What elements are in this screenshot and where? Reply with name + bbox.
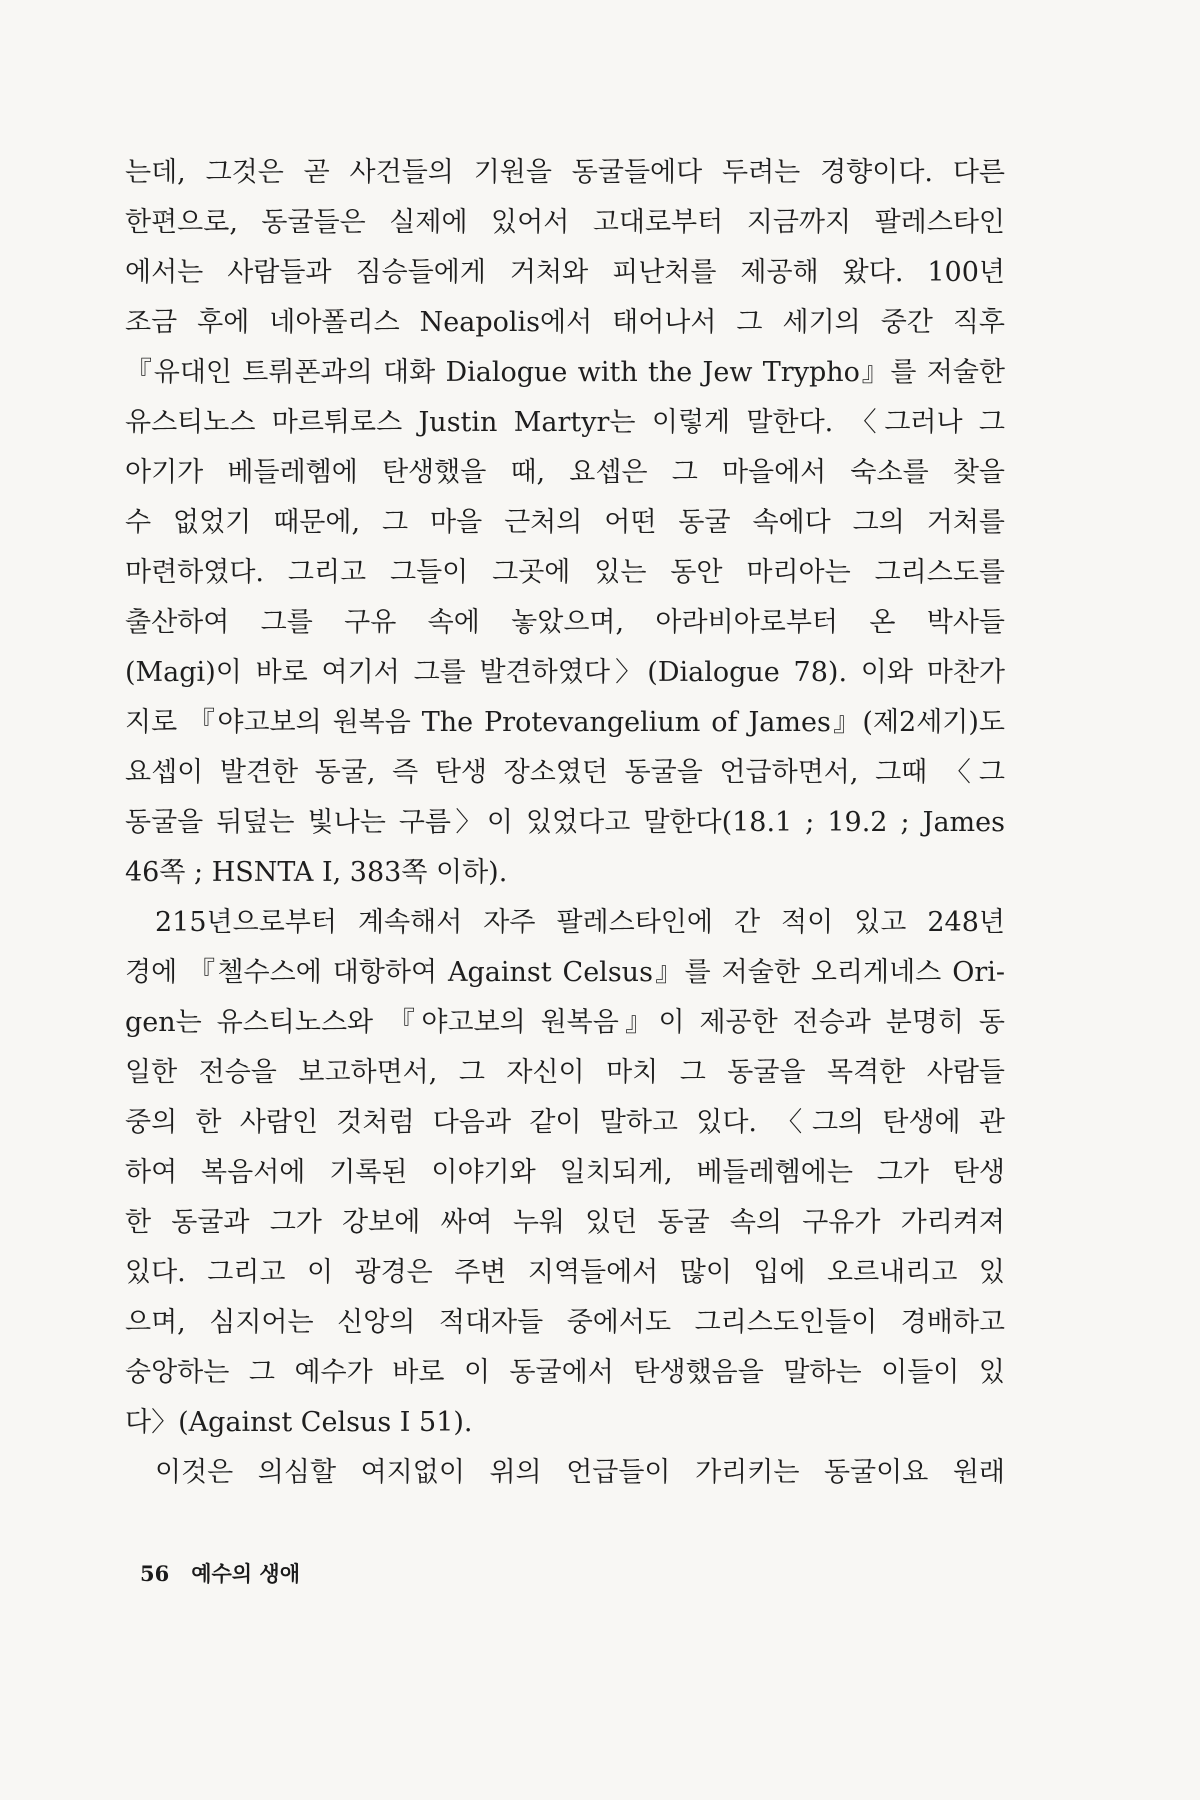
- text-line: 출산하여 그를 구유 속에 놓았으며, 아라비아로부터 온 박사들: [125, 607, 1005, 638]
- text-line: 유스티노스 마르튀로스 Justin Martyr는 이렇게 말한다. 〈그러나 그: [125, 407, 1005, 438]
- text-line: 아기가 베들레헴에 탄생했을 때, 요셉은 그 마을에서 숙소를 찾을: [125, 457, 1005, 488]
- text-line: 마련하였다. 그리고 그들이 그곳에 있는 동안 마리아는 그리스도를: [125, 557, 1005, 588]
- text-line: 일한 전승을 보고하면서, 그 자신이 마치 그 동굴을 목격한 사람들: [125, 1057, 1005, 1088]
- text-line: 46쪽 ; HSNTA I, 383쪽 이하).: [125, 857, 508, 888]
- text-line: 수 없었기 때문에, 그 마을 근처의 어떤 동굴 속에다 그의 거처를: [125, 507, 1005, 538]
- running-title: 예수의 생애: [191, 1561, 300, 1586]
- text-line: 지로 『야고보의 원복음 The Protevangelium of James』(제2세기)도: [125, 707, 1005, 738]
- text-line: 한편으로, 동굴들은 실제에 있어서 고대로부터 지금까지 팔레스타인: [125, 207, 1005, 238]
- page-footer: [140, 1558, 300, 1588]
- text-line: 이것은 의심할 여지없이 위의 언급들이 가리키는 동굴이요 원래: [155, 1457, 1005, 1488]
- text-line: 한 동굴과 그가 강보에 싸여 누워 있던 동굴 속의 구유가 가리켜져: [125, 1207, 1005, 1238]
- text-line: 215년으로부터 계속해서 자주 팔레스타인에 간 적이 있고 248년: [155, 907, 1005, 938]
- text-line: 다〉(Against Celsus I 51).: [125, 1407, 473, 1438]
- text-line: 조금 후에 네아폴리스 Neapolis에서 태어나서 그 세기의 중간 직후: [125, 307, 1005, 338]
- text-line: 동굴을 뒤덮는 빛나는 구름〉이 있었다고 말한다(18.1 ; 19.2 ; James: [125, 807, 1005, 838]
- page-number: 56: [140, 1561, 170, 1586]
- text-line: 에서는 사람들과 짐승들에게 거처와 피난처를 제공해 왔다. 100년: [125, 257, 1005, 288]
- text-line: (Magi)이 바로 여기서 그를 발견하였다〉(Dialogue 78). 이와 마찬가: [125, 657, 1005, 688]
- text-line: 숭앙하는 그 예수가 바로 이 동굴에서 탄생했음을 말하는 이들이 있: [125, 1357, 1005, 1388]
- text-line: 는데, 그것은 곧 사건들의 기원을 동굴들에다 두려는 경향이다. 다른: [125, 157, 1005, 188]
- text-line: gen는 유스티노스와 『야고보의 원복음』이 제공한 전승과 분명히 동: [125, 1007, 1005, 1038]
- text-line: 『유대인 트뤼폰과의 대화 Dialogue with the Jew Trypho』를 저술한: [125, 357, 1005, 388]
- text-line: 하여 복음서에 기록된 이야기와 일치되게, 베들레헴에는 그가 탄생: [125, 1157, 1005, 1188]
- text-line: 중의 한 사람인 것처럼 다음과 같이 말하고 있다. 〈그의 탄생에 관: [125, 1107, 1005, 1138]
- text-line: 으며, 심지어는 신앙의 적대자들 중에서도 그리스도인들이 경배하고: [125, 1307, 1005, 1338]
- text-line: 있다. 그리고 이 광경은 주변 지역들에서 많이 입에 오르내리고 있: [125, 1257, 1005, 1288]
- text-line: 요셉이 발견한 동굴, 즉 탄생 장소였던 동굴을 언급하면서, 그때 〈그: [125, 757, 1005, 788]
- text-line: 경에 『첼수스에 대항하여 Against Celsus』를 저술한 오리게네스 Ori-: [125, 957, 1005, 988]
